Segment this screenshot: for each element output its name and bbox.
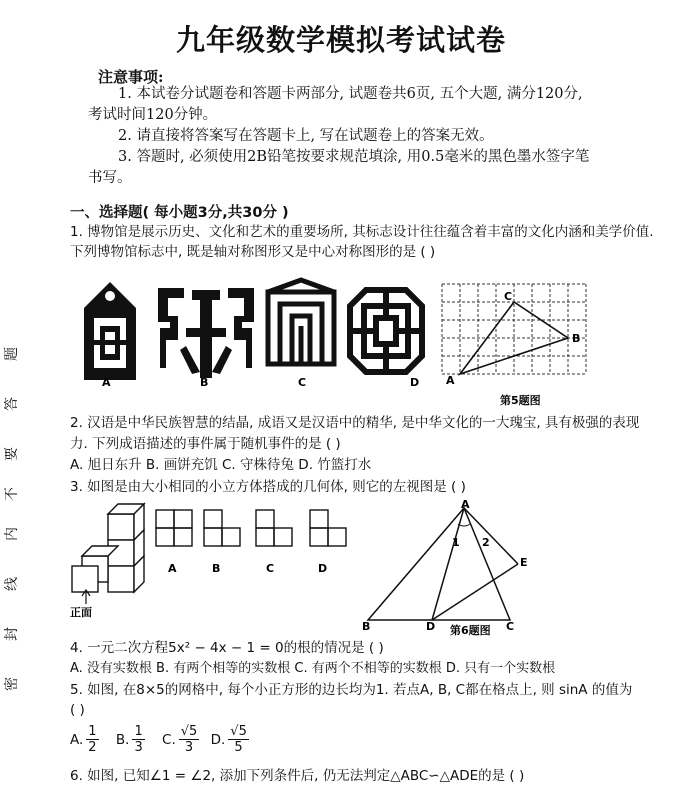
q1-text-line1: 1. 博物馆是展示历史、文化和艺术的重要场所, 其标志设计往往蕴含着丰富的文化内涵和美学价值. [70, 224, 654, 240]
q5-text-line1: 5. 如图, 在8×5的网格中, 每个小正方形的边长均为1. 若点A, B, C都在格点上, 则 sinA 的值为 [70, 682, 633, 698]
section-heading: 一、选择题( 每小题3分,共30分 ) [70, 205, 289, 221]
fig5-label-a: A [446, 374, 455, 387]
q2-text-line1: 2. 汉语是中华民族智慧的结晶, 成语又是汉语中的精华, 是中华文化的一大瑰宝, 具有极强的表现 [70, 415, 640, 431]
q1-text-line2: 下列博物馆标志中, 既是轴对称图形又是中心对称图形的是 ( ) [70, 244, 436, 260]
logo-d-icon [350, 290, 422, 372]
fig6-label-d: D [426, 620, 436, 633]
margin-char-4: 内 [4, 527, 20, 541]
front-label: 正面 [70, 606, 92, 619]
margin-char-6: 要 [4, 447, 20, 461]
margin-char-3: 线 [4, 577, 20, 591]
q2-options: A. 旭日东升 B. 画饼充饥 C. 守株待兔 D. 竹篮打水 [70, 457, 372, 473]
figure-3 [70, 500, 360, 624]
view-label-d: D [318, 562, 328, 575]
notice-item-1: 1. 本试卷分试题卷和答题卡两部分, 试题卷共6页, 五个大题, 满分120分, [118, 86, 583, 102]
figure-5 [438, 280, 598, 410]
q4-text: 4. 一元二次方程5x² − 4x − 1 = 0的根的情况是 ( ) [70, 640, 384, 656]
margin-char-8: 题 [4, 347, 20, 361]
q6-text: 6. 如图, 已知∠1 = ∠2, 添加下列条件后, 仍无法判定△ABC∽△ADE的是 ( ) [70, 768, 525, 784]
view-d-icon [310, 510, 346, 546]
margin-char-7: 答 [4, 397, 20, 411]
margin-char-5: 不 [4, 487, 20, 501]
q5-option-a: A. $\frac{1}{2}$ [70, 724, 97, 755]
fig5-caption: 第5题图 [500, 394, 541, 407]
logo-label-b: B [200, 376, 209, 389]
q5-option-c: C. $\frac{√5}{3}$ [162, 724, 198, 755]
logo-label-c: C [298, 376, 307, 389]
fig6-label-a: A [461, 498, 470, 511]
view-b-icon [204, 510, 240, 546]
fig5-label-b: B [572, 332, 581, 345]
notice-heading: 注意事项: [98, 68, 164, 86]
q5-option-d: D. $\frac{√5}{5}$ [210, 724, 247, 755]
view-label-b: B [212, 562, 221, 575]
view-label-c: C [266, 562, 275, 575]
fig5-label-c: C [504, 290, 513, 303]
museum-logos [74, 268, 434, 390]
view-label-a: A [168, 562, 177, 575]
fig6-angle-1: 1 [452, 536, 460, 549]
view-c-icon [256, 510, 292, 546]
fig6-label-c: C [506, 620, 515, 633]
notice-item-3: 3. 答题时, 必须使用2B铅笔按要求规范填涂, 用0.5毫米的黑色墨水签字笔 [118, 149, 590, 165]
q3-text: 3. 如图是由大小相同的小立方体搭成的几何体, 则它的左视图是 ( ) [70, 479, 466, 495]
cube-stack-icon [72, 504, 144, 592]
logo-c-icon [268, 280, 334, 364]
q4-options: A. 没有实数根 B. 有两个相等的实数根 C. 有两个不相等的实数根 D. 只有一个实数根 [70, 661, 556, 676]
margin-char-1: 密 [4, 677, 20, 691]
view-a-icon [156, 510, 192, 546]
fig6-angle-2: 2 [482, 536, 490, 549]
fig6-label-e: E [520, 556, 528, 569]
q5-options [70, 724, 252, 755]
figure-6 [360, 498, 550, 638]
page-title: 九年级数学模拟考试试卷 [175, 23, 506, 57]
margin-char-2: 封 [4, 627, 20, 641]
notice-item-3-cont: 书写。 [88, 170, 132, 186]
notice-item-1-cont: 考试时间120分钟。 [88, 107, 218, 123]
fig6-label-b: B [362, 620, 371, 633]
notice-item-2: 2. 请直接将答案写在答题卡上, 写在试题卷上的答案无效。 [118, 128, 494, 144]
q2-text-line2: 力. 下列成语描述的事件属于随机事件的是 ( ) [70, 436, 341, 452]
logo-label-a: A [102, 376, 111, 389]
q5-text-line2: ( ) [70, 702, 85, 718]
logo-b-icon [158, 288, 254, 378]
q5-option-b: B. $\frac{1}{3}$ [115, 724, 143, 755]
fig6-caption: 第6题图 [450, 624, 491, 637]
logo-a-icon [84, 282, 136, 380]
logo-label-d: D [410, 376, 420, 389]
